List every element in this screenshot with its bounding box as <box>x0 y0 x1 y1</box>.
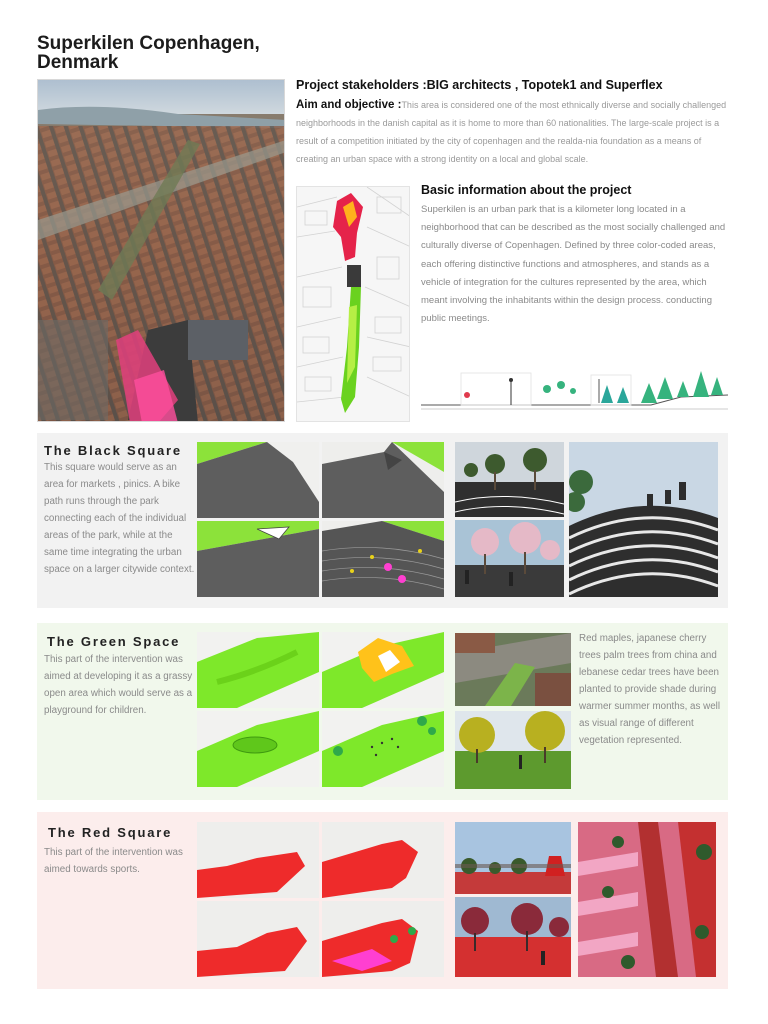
aerial-photo <box>37 79 285 422</box>
black-diagram-4 <box>322 521 444 597</box>
black-photo-mound <box>569 442 718 597</box>
green-diagram-2 <box>322 632 444 708</box>
red-square-section <box>37 812 728 989</box>
aim-label: Aim and objective : <box>296 99 402 111</box>
red-diagram-4 <box>322 901 444 977</box>
green-space-heading: The Green Space <box>47 634 181 649</box>
green-diagram-4 <box>322 711 444 787</box>
site-plan <box>296 186 410 422</box>
black-diagram-1 <box>197 442 319 518</box>
black-square-text: This square would serve as an area for markets , pinics. A bike path runs through the park connecting each of the individual areas of the park, while at the same time integrating the urban space on a larger citywide context. <box>44 462 195 575</box>
red-square-text: This part of the intervention was aimed towards sports. <box>44 847 183 875</box>
green-space-text: This part of the intervention was aimed at developing it as a grassy open area which would serve as a playground for children. <box>44 654 193 716</box>
green-photo-park <box>455 711 571 789</box>
aim-text: This area is considered one of the most ethnically diverse and socially challenged neighborhoods in the danish capital as it is home to more than 60 nationalities. The large-scale project is a result of a competition initiated by the city of copenhagen and the realda-nia foundation as a means of creating an urban space with a strong identity on a local and global scale. <box>296 100 727 164</box>
red-photo-trees <box>455 897 571 977</box>
green-space-section <box>37 623 728 800</box>
black-photo-palms <box>455 442 564 517</box>
black-diagram-3 <box>197 521 319 597</box>
green-diagram-1 <box>197 632 319 708</box>
page-title: Superkilen Copenhagen, Denmark <box>37 33 260 73</box>
black-photo-blossoms <box>455 520 564 597</box>
green-photo-aerial <box>455 633 571 706</box>
red-square-heading: The Red Square <box>48 825 173 840</box>
black-square-section <box>37 433 728 608</box>
green-space-side-text: Red maples, japanese cherry trees palm trees from china and lebanese cedar trees have been planted to provide shade during warmer summer months, as well as visual range of different vegetation represented. <box>579 633 720 746</box>
red-diagram-1 <box>197 822 319 898</box>
red-diagram-3 <box>197 901 319 977</box>
stakeholders-heading: Project stakeholders :BIG architects , Topotek1 and Superflex <box>296 78 663 92</box>
red-diagram-2 <box>322 822 444 898</box>
green-diagram-3 <box>197 711 319 787</box>
black-square-heading: The Black Square <box>44 443 182 458</box>
section-drawing <box>421 359 728 422</box>
aim-paragraph <box>296 96 728 168</box>
red-photo-aerial-stripes <box>578 822 716 977</box>
black-diagram-2 <box>322 442 444 518</box>
basic-info-heading: Basic information about the project <box>421 183 632 197</box>
basic-info-text: Superkilen is an urban park that is a kilometer long located in a neighborhood that can be described as the most socially challenged and culturally diverse of Copenhagen. Defined by three color-coded areas, each offering distinctive functions and atmospheres, and stands as a vehicle of integration for the cultures represented by the area, which meant involving the inhabitants within the design process. conducting public meetings. <box>421 204 726 325</box>
red-photo-square <box>455 822 571 894</box>
